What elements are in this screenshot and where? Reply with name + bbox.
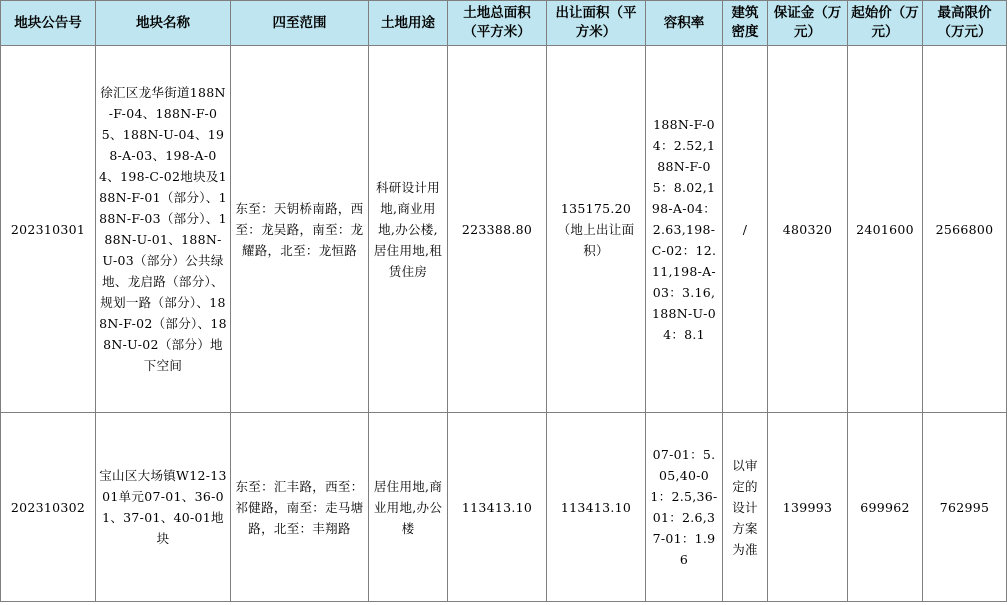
header-building-density: 建筑密度 [723,1,768,46]
cell-start-price: 699962 [848,413,923,602]
cell-start-price: 2401600 [848,46,923,413]
cell-land-use: 科研设计用地,商业用地,办公楼,居住用地,租赁住房 [369,46,448,413]
header-parcel-name: 地块名称 [96,1,231,46]
header-land-use: 土地用途 [369,1,448,46]
cell-max-price: 2566800 [923,46,1007,413]
table-row [1,413,1007,602]
cell-max-price: 762995 [923,413,1007,602]
header-notice-no: 地块公告号 [1,1,96,46]
cell-total-area: 223388.80 [448,46,547,413]
cell-deposit: 480320 [768,46,848,413]
cell-parcel-name: 徐汇区龙华街道188N-F-04、188N-F-05、188N-U-04、198-A-03、198-A-04、198-C-02地块及188N-F-01（部分）、188N-F-03（部分）、188N-U-01、188N-U-03（部分）公共绿地、龙启路（部分）、规划一路（部分）、188N-F-02（部分）、188N-U-02（部分）地下空间 [96,46,231,413]
cell-notice-no: 202310301 [1,46,96,413]
cell-plot-ratio: 07-01：5.05,40-01：2.5,36-01：2.6,37-01：1.96 [646,413,723,602]
cell-notice-no: 202310302 [1,413,96,602]
header-start-price: 起始价（万元） [848,1,923,46]
cell-land-use: 居住用地,商业用地,办公楼 [369,413,448,602]
header-total-area: 土地总面积（平方米） [448,1,547,46]
cell-transfer-area: 113413.10 [547,413,646,602]
cell-transfer-area: 135175.20（地上出让面积） [547,46,646,413]
header-deposit: 保证金（万元） [768,1,848,46]
cell-total-area: 113413.10 [448,413,547,602]
cell-building-density: 以审定的设计方案为准 [723,413,768,602]
cell-building-density: / [723,46,768,413]
cell-boundary: 东至：汇丰路，西至：祁健路，南至：走马塘路，北至：丰翔路 [231,413,369,602]
table-row [1,46,1007,413]
header-transfer-area: 出让面积（平方米） [547,1,646,46]
header-boundary: 四至范围 [231,1,369,46]
cell-deposit: 139993 [768,413,848,602]
header-row [1,1,1007,46]
cell-parcel-name: 宝山区大场镇W12-1301单元07-01、36-01、37-01、40-01地块 [96,413,231,602]
header-plot-ratio: 容积率 [646,1,723,46]
header-max-price: 最高限价（万元） [923,1,1007,46]
cell-boundary: 东至：天钥桥南路，西至：龙吴路，南至：龙耀路，北至：龙恒路 [231,46,369,413]
cell-plot-ratio: 188N-F-04：2.52,188N-F-05：8.02,198-A-04：2.63,198-C-02：12.11,198-A-03：3.16,188N-U-04：8.1 [646,46,723,413]
